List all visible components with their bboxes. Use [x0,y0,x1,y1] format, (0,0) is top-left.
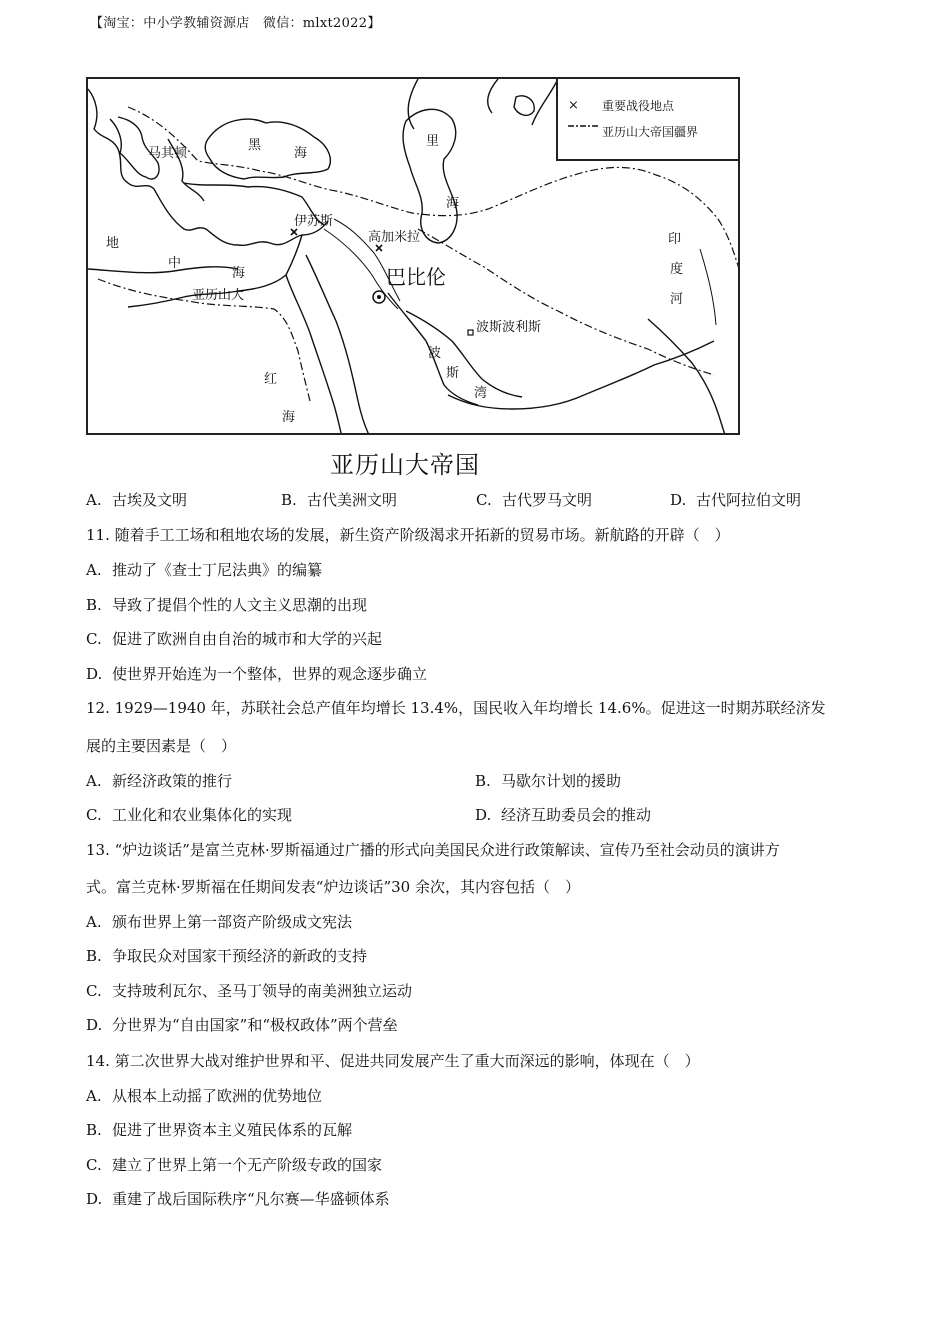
option-text: 古代阿拉伯文明 [696,491,802,509]
legend-battle-row [568,97,674,114]
label-alexandria: 亚历山大 [192,288,245,303]
q11-option-b[interactable] [86,594,367,615]
q13-option-a[interactable] [86,911,352,932]
label-issus: 伊苏斯 [294,214,334,229]
legend-border-label: 亚历山大帝国疆界 [602,125,699,139]
option-text: 建立了世界上第一个无产阶级专政的国家 [112,1156,383,1174]
q11-option-a[interactable] [86,559,322,580]
option-letter: B. [86,947,102,965]
option-text: 使世界开始连为一个整体，世界的观念逐步确立 [112,665,428,683]
q14-option-b[interactable] [86,1119,352,1140]
map-caption: 亚历山大帝国 [330,451,480,479]
label-persian-gulf-3: 湾 [474,386,488,401]
option-letter: B. [475,772,491,790]
q10-option-d[interactable] [670,489,801,510]
option-text: 从根本上动摇了欧洲的优势地位 [112,1087,323,1105]
option-text: 推动了《查士丁尼法典》的编纂 [112,561,323,579]
option-letter: C. [86,982,102,1000]
q10-option-a[interactable] [86,489,187,510]
label-babylon: 巴比伦 [386,265,446,289]
label-gaugamela: 高加米拉 [368,230,421,245]
option-letter: A. [86,1087,102,1105]
label-caspian-1: 里 [426,134,440,149]
label-persian-gulf-1: 波 [428,346,442,361]
option-letter: C. [86,630,102,648]
q11-stem: 11. 随着手工工场和租地农场的发展，新生资产阶级渴求开拓新的贸易市场。新航路的开辟（ ） [86,526,730,544]
q13-option-b[interactable] [86,945,367,966]
q13-stem-line2: 式。富兰克林·罗斯福在任期间发表“炉边谈话”30 余次，其内容包括（ ） [86,878,580,896]
label-red-sea-2: 海 [282,410,296,425]
legend-border-row [568,123,698,140]
q11-option-d[interactable] [86,663,427,684]
label-black-sea-2: 海 [294,146,308,161]
page-header: 【淘宝：中小学教辅资源店 微信：mlxt2022】 [90,16,381,31]
q12-option-d[interactable] [475,804,651,825]
map-legend [556,79,738,161]
option-text: 新经济政策的推行 [112,772,233,790]
q13-option-c[interactable] [86,980,412,1001]
option-letter: D. [670,491,687,509]
option-text: 重建了战后国际秩序“凡尔赛—华盛顿体系 [112,1190,390,1208]
option-letter: D. [86,1190,103,1208]
option-text: 马歇尔计划的援助 [501,772,622,790]
q14-option-a[interactable] [86,1085,322,1106]
option-letter: A. [86,561,102,579]
label-red-sea-1: 红 [264,372,278,387]
option-text: 争取民众对国家干预经济的新政的支持 [112,947,368,965]
q12-option-c[interactable] [86,804,292,825]
option-text: 古埃及文明 [112,491,188,509]
label-macedonia: 马其顿 [148,146,188,161]
option-text: 古代罗马文明 [502,491,593,509]
q12-option-a[interactable] [86,770,232,791]
option-letter: B. [86,1121,102,1139]
option-letter: D. [86,665,103,683]
q13-stem-line1: 13. “炉边谈话”是富兰克林·罗斯福通过广播的形式向美国民众进行政策解读、宣传乃至社会动员的演讲方 [86,841,780,859]
option-text: 促进了欧洲自由自治的城市和大学的兴起 [112,630,383,648]
q10-option-c[interactable] [476,489,592,510]
label-persian-gulf-2: 斯 [446,366,460,381]
label-persepolis: 波斯波利斯 [476,320,542,335]
label-indus-1: 印 [668,232,682,247]
q12-stem-line2: 展的主要因素是（ ） [86,737,237,755]
q14-option-c[interactable] [86,1154,382,1175]
option-letter: C. [86,1156,102,1174]
label-black-sea-1: 黑 [248,138,262,153]
legend-battle-label: 重要战役地点 [602,99,675,113]
option-text: 经济互助委员会的推动 [501,806,652,824]
label-indus-3: 河 [670,292,684,307]
battle-icon: × [568,98,579,113]
q10-option-b[interactable] [281,489,397,510]
label-mediterranean-2: 中 [168,256,182,271]
option-text: 颁布世界上第一部资产阶级成文宪法 [112,913,353,931]
option-text: 工业化和农业集体化的实现 [112,806,293,824]
q14-option-d[interactable] [86,1188,390,1209]
q14-stem: 14. 第二次世界大战对维护世界和平、促进共同发展产生了重大而深远的影响，体现在（ ） [86,1052,700,1070]
option-text: 导致了提倡个性的人文主义思潮的出现 [112,596,368,614]
q11-option-c[interactable] [86,628,382,649]
option-letter: D. [86,1016,103,1034]
option-letter: B. [281,491,297,509]
label-caspian-2: 海 [446,196,460,211]
alexander-empire-map [86,77,740,435]
option-letter: C. [476,491,492,509]
option-letter: A. [86,913,102,931]
q13-option-d[interactable] [86,1014,398,1035]
option-letter: A. [86,491,102,509]
q12-option-b[interactable] [475,770,621,791]
option-text: 古代美洲文明 [307,491,398,509]
option-text: 支持玻利瓦尔、圣马丁领导的南美洲独立运动 [112,982,413,1000]
option-letter: D. [475,806,492,824]
option-letter: A. [86,772,102,790]
q12-stem-line1: 12. 1929—1940 年，苏联社会总产值年均增长 13.4%，国民收入年均增长 14.6%。促进这一时期苏联经济发 [86,699,826,717]
option-letter: B. [86,596,102,614]
option-text: 分世界为“自由国家”和“极权政体”两个营垒 [112,1016,398,1034]
label-mediterranean-1: 地 [106,236,120,251]
option-text: 促进了世界资本主义殖民体系的瓦解 [112,1121,353,1139]
option-letter: C. [86,806,102,824]
label-mediterranean-3: 海 [232,266,246,281]
label-indus-2: 度 [670,262,684,277]
